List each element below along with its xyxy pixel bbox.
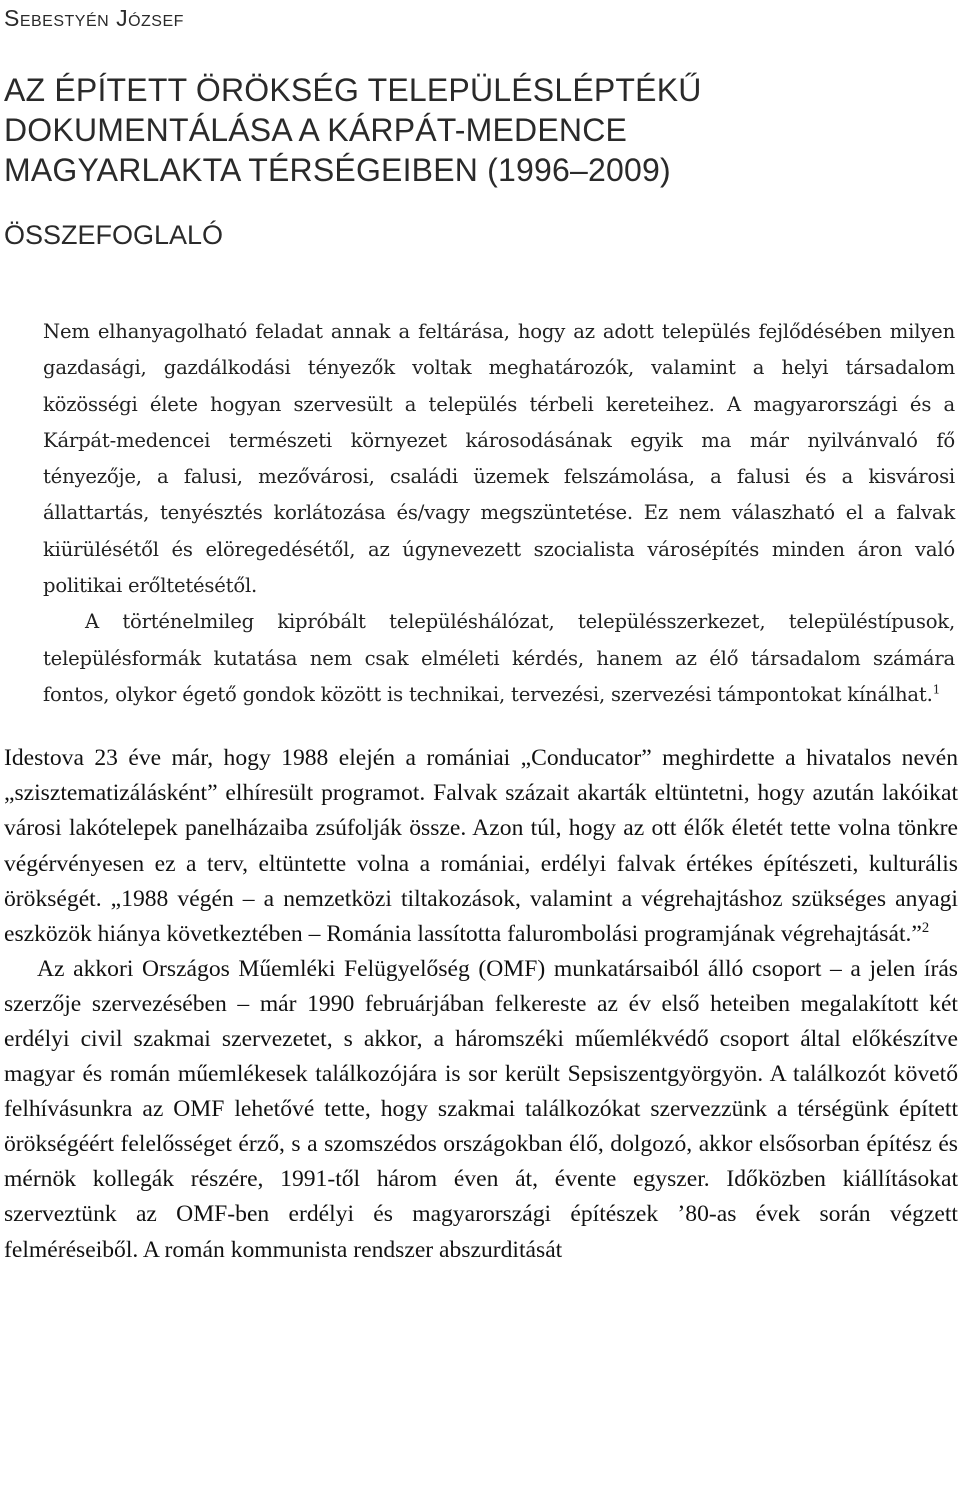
body-paragraph [4,952,958,1268]
abstract [43,314,955,713]
title-line: AZ ÉPÍTETT ÖRÖKSÉG TELEPÜLÉSLÉPTÉKŰ [4,72,702,108]
footnote-ref: 2 [921,919,930,936]
title-line: MAGYARLAKTA TÉRSÉGEIBEN (1996–2009) [4,152,671,188]
author-name: Sebestyén József [4,5,184,31]
body-paragraph-text: Az akkori Országos Műemléki Felügyelőség (OMF) munkatársaiból álló csoport – a jelen írás szerzője szervezésében – már 1990 februárjában felkereste az év első heteiben megalakított két erdélyi civil szakmai szervezetet, s akkor, a háromszéki műemlékvédő csoport által előkészítve magyar és román műemlékesek találkozójára is sor került Sepsiszentgyörgyön. A találkozót követő felhívásunkra az OMF lehetővé tette, hogy szakmai találkozókat szervezzünk a térségünk épített örökségéért felelősséget érző, s a szomszédos országokban élő, dolgozó, akkor elsősorban építész és mérnök kollegák részére, 1991-től három éven át, évente egyszer. Időközben kiállításokat szerveztünk az OMF-ben erdélyi és magyarországi építészek ’80-as évek során végzett felméréseiből. A román kommunista rendszer abszurditását [4,955,958,1263]
abstract-paragraph [43,604,955,713]
article-title [4,70,958,190]
body-text [4,741,958,1267]
body-paragraph-text: Idestova 23 éve már, hogy 1988 elején a romániai „Conducator” meghirdette a hivatalos nevén „szisztematizálásként” elhíresült programot. Falvak százait akarták eltüntetni, hogy azután lakóikat városi lakótelepek panelházaiba zsúfolják össze. Azon túl, hogy az ott élők életét tette volna tönkre végérvényesen ez a terv, eltüntette volna a romániai, erdélyi falvak értékes építészeti, kulturális örökségét. „1988 végén – a nemzetközi tiltakozások, valamint a végrehajtáshoz szükséges anyagi eszközök hiánya következtében – Románia lassította falurombolási programjának végrehajtását.” [4,745,958,947]
title-line: DOKUMENTÁLÁSA A KÁRPÁT-MEDENCE [4,112,628,148]
abstract-paragraph-text: A történelmileg kipróbált településhálózat, településszerkezet, településtípusok, településformák kutatása nem csak elméleti kérdés, hanem az élő társadalom számára fontos, olykor égető gondok között is technikai, tervezési, szervezési támpontokat kínálhat. [43,610,955,706]
abstract-paragraph [43,314,955,604]
summary-heading: ÖSSZEFOGLALÓ [4,220,224,250]
body-paragraph [4,741,958,952]
footnote-ref: 1 [932,682,941,697]
abstract-paragraph-text: Nem elhanyagolható feladat annak a feltárása, hogy az adott település fejlődésében milyen gazdasági, gazdálkodási tényezők voltak meghatározók, valamint a helyi társadalom közösségi élete hogyan szervesült a település térbeli kereteihez. A magyarországi és a Kárpát-medencei természeti környezet károsodásának egyik ma már nyilvánvaló fő tényezője, a falusi, mezővárosi, családi üzemek felszámolása, a falusi és a kisvárosi állattartás, tenyésztés korlátozása és/vagy megszüntetése. Ez nem válaszható el a falvak kiürülésétől és elöregedésétől, az úgynevezett szocialista városépítés minden áron való politikai erőltetésétől. [43,320,955,598]
